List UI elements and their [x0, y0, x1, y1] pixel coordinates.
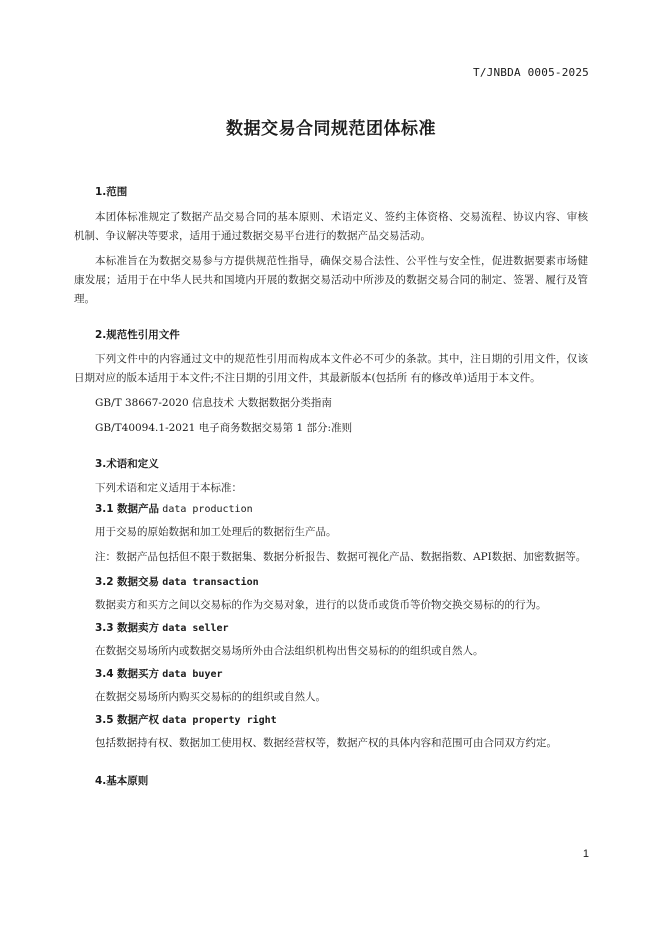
reference-item: GB/T 38667-2020 信息技术 大数据数据分类指南	[95, 397, 332, 409]
term-english: data buyer	[162, 669, 223, 680]
term-definition: 在数据交易场所内或数据交易场所外由合法组织机构出售交易标的的组织或自然人。	[95, 645, 484, 657]
term-name: 数据卖方	[116, 622, 159, 634]
term-definition: 数据卖方和买方之间以交易标的作为交易对象，进行的以货币或货币等价物交换交易标的的行为。	[95, 599, 547, 611]
section-heading-scope: 1.范围	[95, 186, 128, 198]
term-number: 3.5	[95, 714, 114, 726]
paragraph: 本标准旨在为数据交易参与方提供规范性指导，确保交易合法性、公平性与安全性，促进数据要素市场健康发展；适用于在中华人民共和国境内开展的数据交易活动中所涉及的数据交易合同的制定、签署、履行及管理。	[74, 255, 588, 305]
term-english: data property right	[162, 715, 277, 726]
term-3-1	[95, 500, 588, 519]
term-english: data seller	[162, 623, 229, 634]
term-name: 数据产品	[116, 503, 159, 515]
term-name: 数据产权	[116, 714, 159, 726]
term-name: 数据交易	[116, 576, 159, 588]
paragraph: 下列术语和定义适用于本标准：	[95, 482, 242, 494]
paragraph: 本团体标准规定了数据产品交易合同的基本原则、术语定义、签约主体资格、交易流程、协议内容、审核机制、争议解决等要求，适用于通过数据交易平台进行的数据产品交易活动。	[74, 211, 588, 242]
term-definition: 用于交易的原始数据和加工处理后的数据衍生产品。	[95, 526, 337, 538]
term-number: 3.4	[95, 668, 114, 680]
section-heading-normative-references: 2.规范性引用文件	[95, 329, 180, 341]
page-number: 1	[582, 848, 589, 860]
term-number: 3.2	[95, 576, 114, 588]
term-3-3	[95, 619, 588, 638]
term-definition: 在数据交易场所内购买交易标的的组织或自然人。	[95, 691, 326, 703]
term-definition: 包括数据持有权、数据加工使用权、数据经营权等，数据产权的具体内容和范围可由合同双方约定。	[95, 737, 557, 749]
reference-item: GB/T40094.1-2021 电子商务数据交易第 1 部分:准则	[95, 422, 353, 434]
paragraph: 下列文件中的内容通过文中的规范性引用而构成本文件必不可少的条款。其中，注日期的引用文件，仅该日期对应的版本适用于本文件;不注日期的引用文件，其最新版本(包括所 有的修改单)适用于本文件。	[74, 353, 588, 384]
term-number: 3.1	[95, 503, 114, 515]
term-3-4	[95, 665, 588, 684]
document-title: 数据交易合同规范团体标准	[226, 119, 436, 139]
term-english: data transaction	[162, 577, 259, 588]
document-code: T/JNBDA 0005-2025	[473, 66, 589, 79]
term-number: 3.3	[95, 622, 114, 634]
term-english: data production	[162, 504, 253, 515]
term-3-2	[95, 573, 588, 592]
term-note: 注：数据产品包括但不限于数据集、数据分析报告、数据可视化产品、数据指数、API数据、加密数据等。	[95, 551, 587, 563]
term-3-5	[95, 711, 588, 730]
section-heading-basic-principles: 4.基本原则	[95, 775, 149, 787]
term-name: 数据买方	[116, 668, 159, 680]
document-body	[74, 183, 588, 791]
section-heading-terms-definitions: 3.术语和定义	[95, 458, 159, 470]
